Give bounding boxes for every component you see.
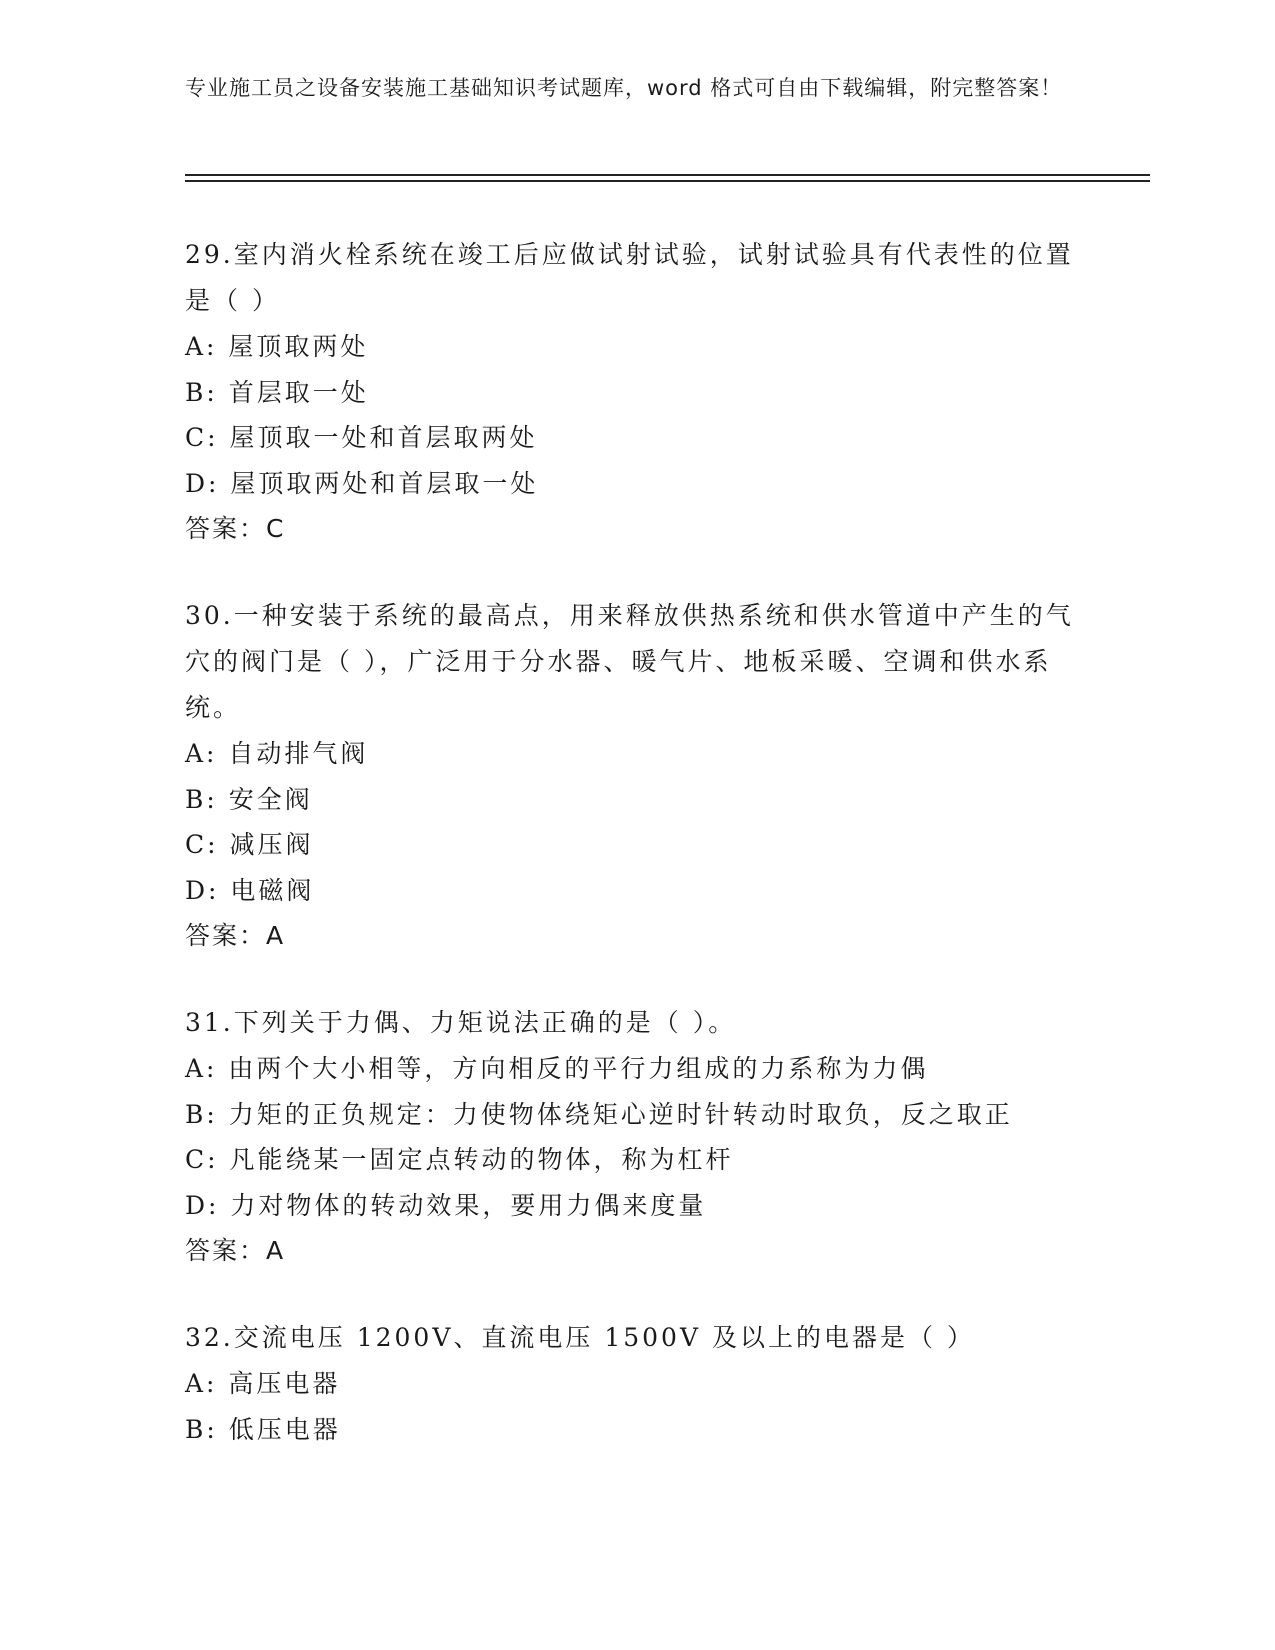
- answer-line: 答案：A: [185, 921, 286, 950]
- question-stem: 29.室内消火栓系统在竣工后应做试射试验，试射试验具有代表性的位置是（ ）: [185, 240, 1074, 315]
- question-list: [185, 232, 1085, 1493]
- option-a: A: 由两个大小相等，方向相反的平行力组成的力系称为力偶: [185, 1054, 929, 1083]
- option-d: D: 力对物体的转动效果，要用力偶来度量: [185, 1190, 707, 1220]
- answer-line: 答案：A: [185, 1236, 286, 1265]
- option-b: B: 首层取一处: [185, 377, 369, 407]
- option-d: D: 屋顶取两处和首层取一处: [185, 468, 539, 498]
- option-c: C: 屋顶取一处和首层取两处: [185, 423, 538, 452]
- question-30: [185, 593, 1085, 959]
- question-31: [185, 1000, 1085, 1274]
- header-divider-bottom: [185, 180, 1150, 182]
- answer-line: 答案：C: [185, 514, 286, 543]
- question-stem: 30.一种安装于系统的最高点，用来释放供热系统和供水管道中产生的气穴的阀门是（ ），广泛用于分水器、暖气片、地板采暖、空调和供水系统。: [185, 601, 1074, 722]
- option-b: B: 低压电器: [185, 1414, 341, 1444]
- question-29: [185, 232, 1085, 552]
- question-stem: 31.下列关于力偶、力矩说法正确的是（ ）。: [185, 1008, 737, 1037]
- document-header: 专业施工员之设备安装施工基础知识考试题库，word 格式可自由下载编辑，附完整答案！: [185, 76, 1063, 100]
- question-32: [185, 1315, 1085, 1452]
- option-b: B: 安全阀: [185, 784, 313, 814]
- question-stem: 32.交流电压 1200V、直流电压 1500V 及以上的电器是（ ）: [185, 1323, 975, 1352]
- header-divider-top: [185, 174, 1150, 176]
- option-b: B: 力矩的正负规定：力使物体绕矩心逆时针转动时取负，反之取正: [185, 1099, 1013, 1129]
- option-a: A: 自动排气阀: [185, 739, 369, 768]
- option-a: A: 屋顶取两处: [185, 332, 369, 361]
- option-c: C: 减压阀: [185, 830, 314, 859]
- option-c: C: 凡能绕某一固定点转动的物体，称为杠杆: [185, 1145, 734, 1174]
- option-d: D: 电磁阀: [185, 875, 315, 905]
- option-a: A: 高压电器: [185, 1369, 341, 1398]
